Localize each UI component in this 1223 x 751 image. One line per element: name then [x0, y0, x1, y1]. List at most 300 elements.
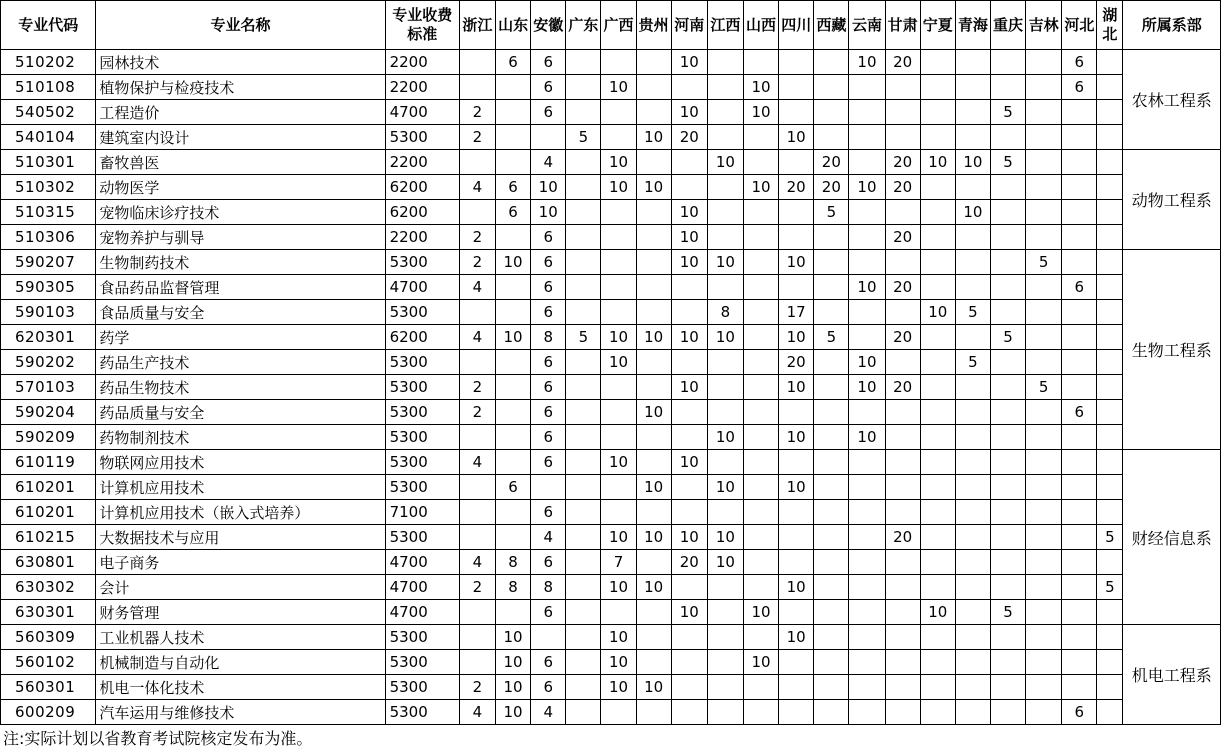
- quota-cell: [1026, 550, 1062, 575]
- quota-cell: [885, 675, 920, 700]
- quota-cell: 10: [707, 525, 743, 550]
- quota-cell: 20: [671, 550, 707, 575]
- major-code-cell: 590209: [1, 425, 96, 450]
- tuition-cell: 4700: [385, 550, 459, 575]
- major-name-cell: 电子商务: [96, 550, 385, 575]
- table-row: [1, 350, 1221, 375]
- quota-cell: 10: [849, 425, 885, 450]
- quota-cell: 20: [885, 150, 920, 175]
- quota-cell: [814, 525, 849, 550]
- quota-cell: [955, 100, 990, 125]
- quota-cell: [814, 425, 849, 450]
- quota-cell: [531, 475, 566, 500]
- quota-cell: 10: [671, 525, 707, 550]
- tuition-cell: 6200: [385, 175, 459, 200]
- quota-cell: [671, 275, 707, 300]
- quota-cell: [885, 575, 920, 600]
- quota-cell: [849, 325, 885, 350]
- quota-cell: [779, 75, 814, 100]
- quota-cell: [779, 450, 814, 475]
- quota-cell: [601, 125, 636, 150]
- quota-cell: [743, 200, 778, 225]
- quota-cell: 10: [920, 300, 955, 325]
- table-row: [1, 525, 1221, 550]
- quota-cell: [1097, 50, 1123, 75]
- quota-cell: [814, 575, 849, 600]
- quota-cell: [955, 450, 990, 475]
- quota-cell: [636, 225, 671, 250]
- table-row: [1, 550, 1221, 575]
- quota-cell: 20: [885, 275, 920, 300]
- quota-cell: [1097, 600, 1123, 625]
- quota-cell: 10: [671, 375, 707, 400]
- quota-cell: [849, 675, 885, 700]
- quota-cell: [601, 250, 636, 275]
- quota-cell: 2: [459, 400, 495, 425]
- quota-cell: [990, 550, 1025, 575]
- department-cell: 机电工程系: [1123, 625, 1221, 725]
- tuition-cell: 6200: [385, 200, 459, 225]
- quota-cell: 20: [671, 125, 707, 150]
- quota-cell: [1062, 225, 1097, 250]
- quota-cell: [849, 100, 885, 125]
- column-header: 河南: [671, 1, 707, 50]
- quota-cell: 10: [601, 175, 636, 200]
- quota-cell: [814, 300, 849, 325]
- quota-cell: [955, 225, 990, 250]
- quota-cell: [779, 525, 814, 550]
- quota-cell: [1062, 500, 1097, 525]
- quota-cell: 20: [814, 150, 849, 175]
- quota-cell: [814, 550, 849, 575]
- column-header: 安徽: [531, 1, 566, 50]
- quota-cell: [955, 700, 990, 725]
- quota-cell: 10: [671, 225, 707, 250]
- major-name-cell: 计算机应用技术（嵌入式培养）: [96, 500, 385, 525]
- quota-cell: [743, 350, 778, 375]
- major-code-cell: 590103: [1, 300, 96, 325]
- quota-cell: 6: [1062, 275, 1097, 300]
- quota-cell: 10: [671, 200, 707, 225]
- quota-cell: 6: [531, 50, 566, 75]
- quota-cell: [885, 475, 920, 500]
- major-name-cell: 药物制剂技术: [96, 425, 385, 450]
- major-code-cell: 540104: [1, 125, 96, 150]
- quota-cell: 5: [1097, 525, 1123, 550]
- quota-cell: [1097, 650, 1123, 675]
- quota-cell: [743, 150, 778, 175]
- quota-cell: 6: [496, 475, 531, 500]
- tuition-cell: 4700: [385, 275, 459, 300]
- quota-cell: [1062, 375, 1097, 400]
- major-name-cell: 药品质量与安全: [96, 400, 385, 425]
- quota-cell: [459, 50, 495, 75]
- quota-cell: [885, 450, 920, 475]
- table-row: [1, 675, 1221, 700]
- quota-cell: 20: [885, 325, 920, 350]
- major-name-cell: 生物制药技术: [96, 250, 385, 275]
- quota-cell: 4: [459, 700, 495, 725]
- table-row: [1, 400, 1221, 425]
- quota-cell: [566, 525, 601, 550]
- quota-cell: [920, 50, 955, 75]
- quota-cell: 6: [531, 350, 566, 375]
- table-row: [1, 50, 1221, 75]
- quota-cell: [779, 600, 814, 625]
- quota-cell: [955, 650, 990, 675]
- quota-cell: [920, 625, 955, 650]
- major-name-cell: 汽车运用与维修技术: [96, 700, 385, 725]
- quota-cell: [566, 700, 601, 725]
- quota-cell: 10: [707, 425, 743, 450]
- quota-cell: [814, 250, 849, 275]
- quota-cell: [885, 75, 920, 100]
- table-row: [1, 575, 1221, 600]
- quota-cell: [459, 350, 495, 375]
- quota-cell: [1097, 500, 1123, 525]
- quota-cell: [990, 200, 1025, 225]
- quota-cell: [743, 500, 778, 525]
- quota-cell: [636, 300, 671, 325]
- quota-cell: 10: [779, 250, 814, 275]
- quota-cell: [707, 400, 743, 425]
- quota-cell: [707, 675, 743, 700]
- quota-cell: [1062, 675, 1097, 700]
- quota-cell: [1097, 250, 1123, 275]
- quota-cell: [955, 275, 990, 300]
- major-code-cell: 620301: [1, 325, 96, 350]
- quota-cell: 8: [707, 300, 743, 325]
- quota-cell: 10: [601, 675, 636, 700]
- quota-cell: [566, 175, 601, 200]
- quota-cell: [566, 425, 601, 450]
- tuition-cell: 7100: [385, 500, 459, 525]
- quota-cell: 10: [671, 325, 707, 350]
- quota-cell: [849, 75, 885, 100]
- quota-cell: [1097, 550, 1123, 575]
- quota-cell: [707, 500, 743, 525]
- quota-cell: 10: [601, 350, 636, 375]
- quota-cell: [636, 450, 671, 475]
- quota-cell: [707, 375, 743, 400]
- quota-cell: [707, 700, 743, 725]
- quota-cell: [990, 50, 1025, 75]
- column-header: 宁夏: [920, 1, 955, 50]
- quota-cell: 5: [1026, 375, 1062, 400]
- quota-cell: [920, 250, 955, 275]
- quota-cell: [885, 700, 920, 725]
- quota-cell: 4: [459, 450, 495, 475]
- quota-cell: 10: [779, 125, 814, 150]
- tuition-cell: 5300: [385, 525, 459, 550]
- table-row: [1, 300, 1221, 325]
- major-code-cell: 610119: [1, 450, 96, 475]
- quota-cell: [459, 300, 495, 325]
- quota-cell: [849, 225, 885, 250]
- major-code-cell: 610201: [1, 500, 96, 525]
- quota-cell: [1062, 650, 1097, 675]
- quota-cell: 2: [459, 100, 495, 125]
- quota-cell: [990, 525, 1025, 550]
- major-name-cell: 计算机应用技术: [96, 475, 385, 500]
- quota-cell: [1062, 250, 1097, 275]
- quota-cell: [920, 225, 955, 250]
- quota-cell: 20: [779, 350, 814, 375]
- major-name-cell: 会计: [96, 575, 385, 600]
- footnote: 注:实际计划以省教育考试院核定发布为准。: [3, 729, 313, 748]
- quota-cell: [1062, 325, 1097, 350]
- quota-cell: [743, 525, 778, 550]
- quota-cell: [885, 650, 920, 675]
- quota-cell: 2: [459, 675, 495, 700]
- quota-cell: [849, 650, 885, 675]
- quota-cell: 10: [601, 625, 636, 650]
- quota-cell: [814, 700, 849, 725]
- quota-cell: [566, 400, 601, 425]
- quota-cell: 20: [779, 175, 814, 200]
- quota-cell: [1026, 575, 1062, 600]
- table-row: [1, 425, 1221, 450]
- quota-cell: 5: [1026, 250, 1062, 275]
- quota-cell: [1026, 350, 1062, 375]
- quota-cell: 5: [814, 200, 849, 225]
- quota-cell: [1097, 700, 1123, 725]
- quota-cell: 4: [531, 700, 566, 725]
- quota-cell: [779, 550, 814, 575]
- quota-cell: 4: [459, 275, 495, 300]
- major-code-cell: 590305: [1, 275, 96, 300]
- quota-cell: [920, 400, 955, 425]
- quota-cell: 10: [779, 325, 814, 350]
- quota-cell: [1097, 125, 1123, 150]
- quota-cell: [849, 200, 885, 225]
- quota-cell: [955, 175, 990, 200]
- quota-cell: 2: [459, 375, 495, 400]
- quota-cell: [459, 475, 495, 500]
- quota-cell: [531, 125, 566, 150]
- quota-cell: [920, 650, 955, 675]
- quota-cell: [955, 625, 990, 650]
- quota-cell: [849, 300, 885, 325]
- tuition-cell: 5300: [385, 375, 459, 400]
- quota-cell: [671, 425, 707, 450]
- quota-cell: [671, 700, 707, 725]
- quota-cell: [459, 150, 495, 175]
- major-name-cell: 植物保护与检疫技术: [96, 75, 385, 100]
- quota-cell: [1062, 300, 1097, 325]
- quota-cell: [1026, 425, 1062, 450]
- major-name-cell: 物联网应用技术: [96, 450, 385, 475]
- quota-cell: 6: [1062, 700, 1097, 725]
- quota-cell: [920, 500, 955, 525]
- tuition-cell: 5300: [385, 350, 459, 375]
- quota-cell: 10: [601, 75, 636, 100]
- table-row: [1, 275, 1221, 300]
- quota-cell: [920, 675, 955, 700]
- quota-cell: [1062, 575, 1097, 600]
- quota-cell: 10: [707, 550, 743, 575]
- major-code-cell: 630801: [1, 550, 96, 575]
- quota-cell: [459, 525, 495, 550]
- tuition-cell: 2200: [385, 50, 459, 75]
- quota-cell: [601, 425, 636, 450]
- quota-cell: [920, 275, 955, 300]
- column-header: 专业收费标准: [385, 1, 459, 50]
- major-code-cell: 540502: [1, 100, 96, 125]
- quota-cell: [601, 225, 636, 250]
- quota-cell: [671, 350, 707, 375]
- major-code-cell: 630301: [1, 600, 96, 625]
- quota-cell: [601, 275, 636, 300]
- quota-cell: 6: [496, 50, 531, 75]
- quota-cell: [955, 400, 990, 425]
- major-name-cell: 园林技术: [96, 50, 385, 75]
- major-name-cell: 动物医学: [96, 175, 385, 200]
- quota-cell: 10: [849, 50, 885, 75]
- quota-cell: 10: [496, 625, 531, 650]
- quota-cell: [1026, 500, 1062, 525]
- tuition-cell: 5300: [385, 475, 459, 500]
- quota-cell: [566, 375, 601, 400]
- quota-cell: [849, 400, 885, 425]
- quota-cell: [566, 300, 601, 325]
- quota-cell: [496, 400, 531, 425]
- tuition-cell: 5300: [385, 450, 459, 475]
- quota-cell: [779, 675, 814, 700]
- quota-cell: 10: [779, 375, 814, 400]
- tuition-cell: 5300: [385, 700, 459, 725]
- quota-cell: 6: [496, 175, 531, 200]
- quota-cell: 5: [1097, 575, 1123, 600]
- quota-cell: [496, 350, 531, 375]
- quota-cell: [743, 50, 778, 75]
- quota-cell: [496, 450, 531, 475]
- quota-cell: [990, 650, 1025, 675]
- quota-cell: [920, 525, 955, 550]
- quota-cell: [920, 100, 955, 125]
- quota-cell: [601, 50, 636, 75]
- department-cell: 生物工程系: [1123, 250, 1221, 450]
- quota-cell: [459, 600, 495, 625]
- quota-cell: [955, 325, 990, 350]
- quota-cell: [990, 500, 1025, 525]
- quota-cell: [1097, 375, 1123, 400]
- quota-cell: [1026, 225, 1062, 250]
- quota-cell: 5: [814, 325, 849, 350]
- quota-cell: [1026, 75, 1062, 100]
- column-header: 浙江: [459, 1, 495, 50]
- quota-cell: [814, 100, 849, 125]
- table-row: [1, 700, 1221, 725]
- quota-cell: [743, 250, 778, 275]
- quota-cell: [1026, 525, 1062, 550]
- quota-cell: 6: [531, 450, 566, 475]
- quota-cell: [814, 350, 849, 375]
- quota-cell: 20: [885, 175, 920, 200]
- quota-cell: [955, 500, 990, 525]
- quota-cell: 10: [636, 575, 671, 600]
- quota-cell: 2: [459, 575, 495, 600]
- quota-cell: [885, 550, 920, 575]
- quota-cell: 10: [636, 400, 671, 425]
- quota-cell: 6: [531, 275, 566, 300]
- quota-cell: [743, 450, 778, 475]
- quota-cell: [671, 575, 707, 600]
- quota-cell: [531, 625, 566, 650]
- quota-cell: [1062, 125, 1097, 150]
- quota-cell: 4: [531, 150, 566, 175]
- major-name-cell: 机电一体化技术: [96, 675, 385, 700]
- table-row: [1, 475, 1221, 500]
- quota-cell: [1062, 175, 1097, 200]
- quota-cell: [743, 275, 778, 300]
- quota-cell: [955, 75, 990, 100]
- quota-cell: [1026, 450, 1062, 475]
- department-cell: 动物工程系: [1123, 150, 1221, 250]
- quota-cell: [849, 550, 885, 575]
- quota-cell: 5: [566, 125, 601, 150]
- department-cell: 农林工程系: [1123, 50, 1221, 150]
- tuition-cell: 5300: [385, 250, 459, 275]
- quota-cell: [885, 425, 920, 450]
- quota-cell: [496, 125, 531, 150]
- quota-cell: 10: [743, 600, 778, 625]
- quota-cell: 10: [601, 575, 636, 600]
- quota-cell: 10: [496, 325, 531, 350]
- quota-cell: [743, 425, 778, 450]
- quota-cell: [1097, 100, 1123, 125]
- quota-cell: 6: [531, 600, 566, 625]
- quota-cell: [636, 275, 671, 300]
- quota-cell: [779, 150, 814, 175]
- quota-cell: [1026, 100, 1062, 125]
- quota-cell: [1026, 475, 1062, 500]
- quota-cell: [1062, 150, 1097, 175]
- quota-cell: [459, 650, 495, 675]
- tuition-cell: 5300: [385, 425, 459, 450]
- quota-cell: [885, 600, 920, 625]
- quota-cell: [990, 400, 1025, 425]
- quota-cell: 10: [779, 575, 814, 600]
- quota-cell: [566, 350, 601, 375]
- header-row: [1, 1, 1221, 50]
- column-header: 西藏: [814, 1, 849, 50]
- quota-cell: [601, 475, 636, 500]
- quota-cell: 10: [601, 525, 636, 550]
- tuition-cell: 5300: [385, 650, 459, 675]
- quota-cell: [920, 475, 955, 500]
- quota-cell: 5: [566, 325, 601, 350]
- quota-cell: [707, 350, 743, 375]
- quota-cell: [814, 275, 849, 300]
- major-code-cell: 590202: [1, 350, 96, 375]
- quota-cell: [707, 175, 743, 200]
- quota-cell: 10: [707, 150, 743, 175]
- quota-cell: [496, 500, 531, 525]
- quota-cell: [814, 450, 849, 475]
- quota-cell: [1097, 450, 1123, 475]
- department-cell: 财经信息系: [1123, 450, 1221, 625]
- quota-cell: [707, 275, 743, 300]
- quota-cell: [849, 250, 885, 275]
- major-name-cell: 药学: [96, 325, 385, 350]
- quota-cell: [1026, 650, 1062, 675]
- quota-cell: [707, 200, 743, 225]
- tuition-cell: 5300: [385, 625, 459, 650]
- quota-cell: 6: [1062, 75, 1097, 100]
- quota-cell: 20: [885, 375, 920, 400]
- quota-cell: [955, 250, 990, 275]
